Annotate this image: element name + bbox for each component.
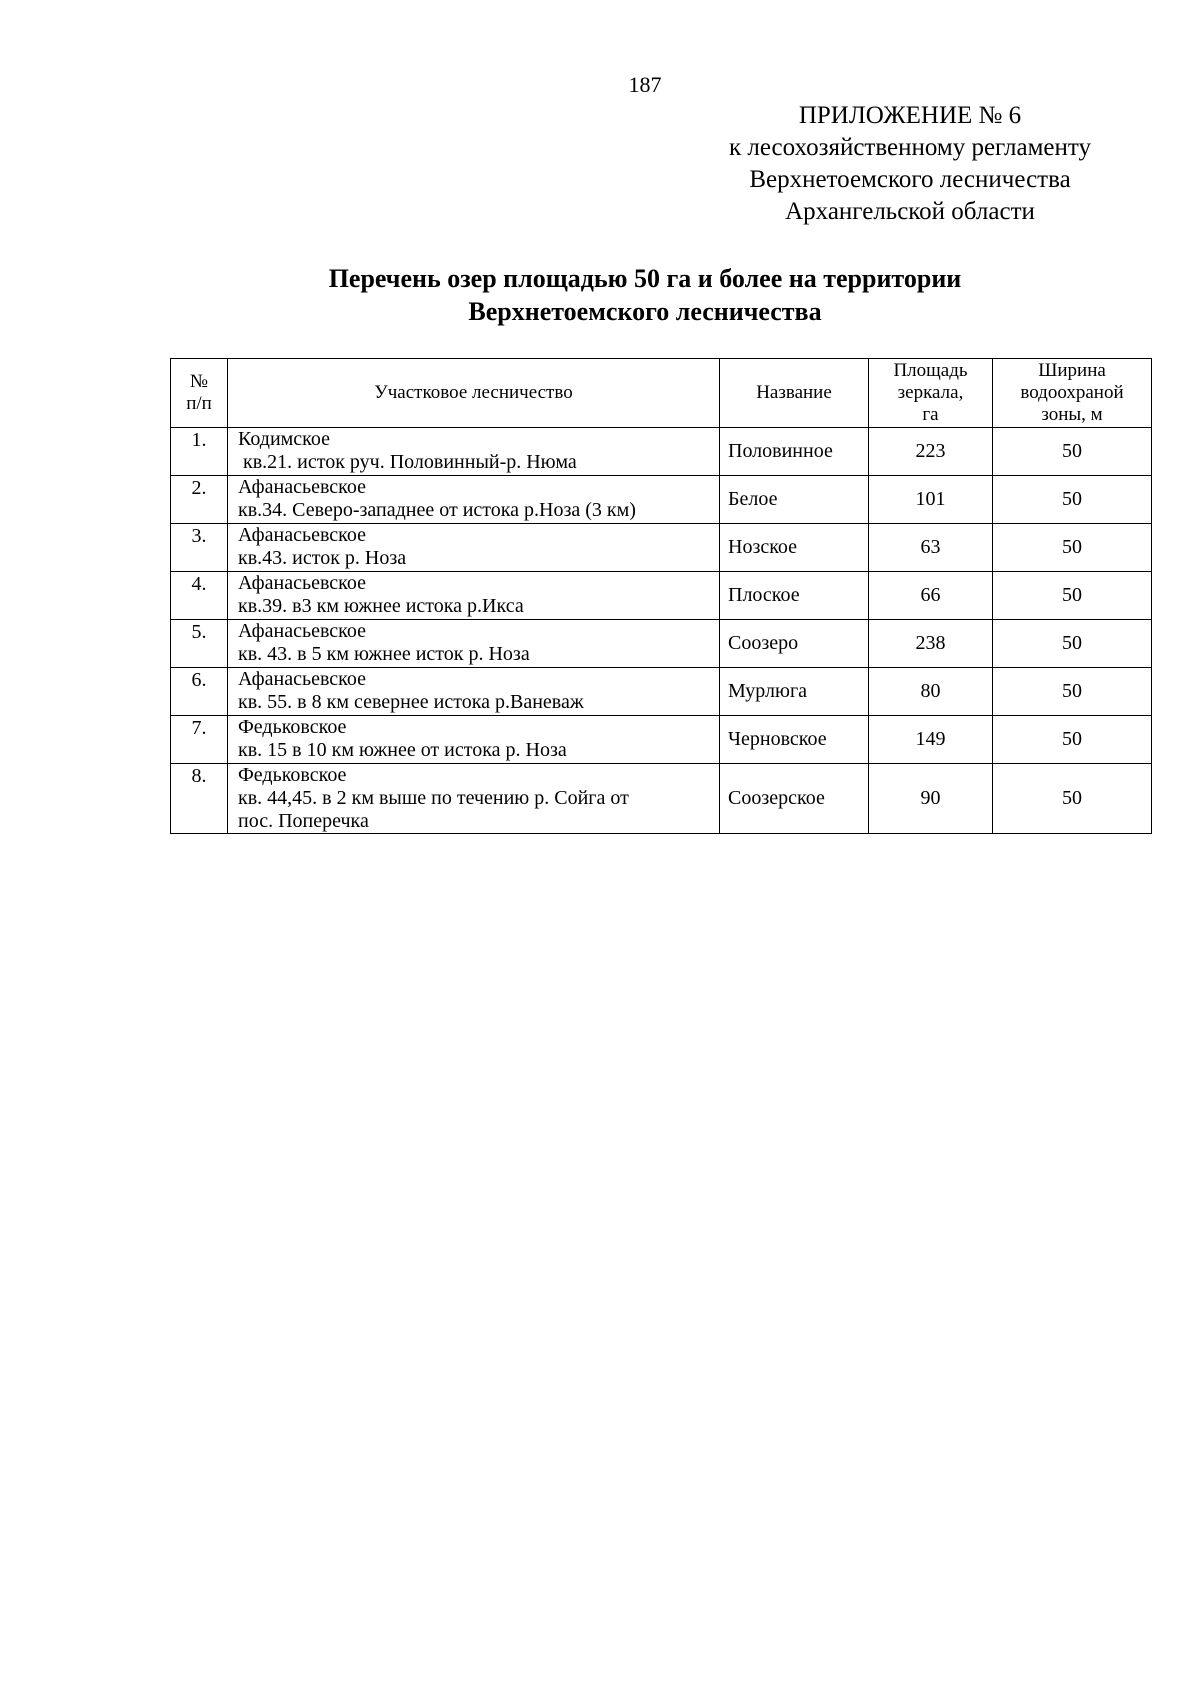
table-header-row (171, 359, 1152, 428)
page-number: 187 (628, 72, 662, 97)
row-area: 238 (869, 620, 993, 668)
row-area: 80 (869, 668, 993, 716)
row-location-detail-continued: пос. Поперечка (238, 810, 369, 832)
row-lake-name: Белое (720, 476, 869, 524)
row-zone: 50 (993, 428, 1152, 476)
row-num: 6. (171, 668, 228, 716)
document-title (170, 262, 1120, 328)
row-location-detail: кв.34. Северо-западнее от истока р.Ноза (3 км) (238, 499, 636, 521)
row-location (228, 668, 720, 716)
row-location (228, 716, 720, 764)
row-district: Кодимское (238, 428, 331, 450)
table-row (171, 428, 1152, 476)
row-location (228, 428, 720, 476)
row-district: Афанасьевское (238, 668, 366, 690)
row-num: 7. (171, 716, 228, 764)
row-area: 223 (869, 428, 993, 476)
row-district: Федьковское (238, 716, 347, 738)
appendix-heading (680, 100, 1140, 228)
row-zone: 50 (993, 668, 1152, 716)
row-num: 3. (171, 524, 228, 572)
table-row (171, 620, 1152, 668)
row-area: 63 (869, 524, 993, 572)
header-num-line-2: п/п (186, 393, 212, 414)
row-lake-name: Черновское (720, 716, 869, 764)
row-location (228, 476, 720, 524)
row-location (228, 572, 720, 620)
appendix-line-3: Верхнетоемского лесничества (749, 166, 1071, 193)
row-location-detail: кв.43. исток р. Ноза (238, 547, 407, 569)
row-area: 149 (869, 716, 993, 764)
row-area: 90 (869, 764, 993, 834)
row-location (228, 764, 720, 834)
row-location-detail: кв.21. исток руч. Половинный-р. Нюма (238, 451, 577, 473)
row-location-detail: кв. 55. в 8 км севернее истока р.Ваневаж (238, 691, 584, 713)
row-zone: 50 (993, 476, 1152, 524)
row-zone: 50 (993, 716, 1152, 764)
row-lake-name: Соозерское (720, 764, 869, 834)
row-zone: 50 (993, 764, 1152, 834)
row-district: Афанасьевское (238, 620, 366, 642)
header-area (869, 359, 993, 428)
header-district: Участковое лесничество (228, 359, 720, 428)
row-lake-name: Нозское (720, 524, 869, 572)
table-row (171, 668, 1152, 716)
header-zone (993, 359, 1152, 428)
table-row (171, 524, 1152, 572)
header-zone-line-1: Ширина (1038, 360, 1106, 381)
lakes-table (170, 358, 1152, 834)
row-district: Федьковское (238, 764, 347, 786)
row-district: Афанасьевское (238, 524, 366, 546)
header-area-line-2: зеркала, (897, 382, 964, 403)
row-num: 4. (171, 572, 228, 620)
row-num: 5. (171, 620, 228, 668)
header-area-line-3: га (922, 404, 939, 425)
row-lake-name: Мурлюга (720, 668, 869, 716)
row-location (228, 524, 720, 572)
appendix-line-1: ПРИЛОЖЕНИЕ № 6 (798, 102, 1022, 129)
header-num (171, 359, 228, 428)
table-row (171, 572, 1152, 620)
row-location-detail: кв. 15 в 10 км южнее от истока р. Ноза (238, 739, 567, 761)
row-lake-name: Половинное (720, 428, 869, 476)
header-zone-line-2: водоохраной (1020, 382, 1124, 403)
row-zone: 50 (993, 620, 1152, 668)
appendix-line-2: к лесохозяйственному регламенту (728, 134, 1092, 161)
row-district: Афанасьевское (238, 476, 366, 498)
title-line-1: Перечень озер площадью 50 га и более на территории (328, 264, 962, 293)
row-num: 2. (171, 476, 228, 524)
row-district: Афанасьевское (238, 572, 366, 594)
row-lake-name: Плоское (720, 572, 869, 620)
row-location-detail: кв. 43. в 5 км южнее исток р. Ноза (238, 643, 530, 665)
row-num: 8. (171, 764, 228, 834)
row-num: 1. (171, 428, 228, 476)
table-row (171, 476, 1152, 524)
row-location-detail: кв. 44,45. в 2 км выше по течению р. Сойга от (238, 787, 629, 809)
title-line-2: Верхнетоемского лесничества (468, 297, 822, 326)
row-location (228, 620, 720, 668)
header-name: Название (720, 359, 869, 428)
row-area: 101 (869, 476, 993, 524)
appendix-line-4: Архангельской области (785, 198, 1035, 225)
row-zone: 50 (993, 524, 1152, 572)
row-location-detail: кв.39. в3 км южнее истока р.Икса (238, 595, 524, 617)
row-lake-name: Соозеро (720, 620, 869, 668)
table-row (171, 764, 1152, 834)
header-area-line-1: Площадь (893, 360, 968, 381)
header-zone-line-3: зоны, м (1041, 404, 1103, 425)
table-row (171, 716, 1152, 764)
row-area: 66 (869, 572, 993, 620)
header-num-line-1: № (189, 371, 209, 392)
row-zone: 50 (993, 572, 1152, 620)
